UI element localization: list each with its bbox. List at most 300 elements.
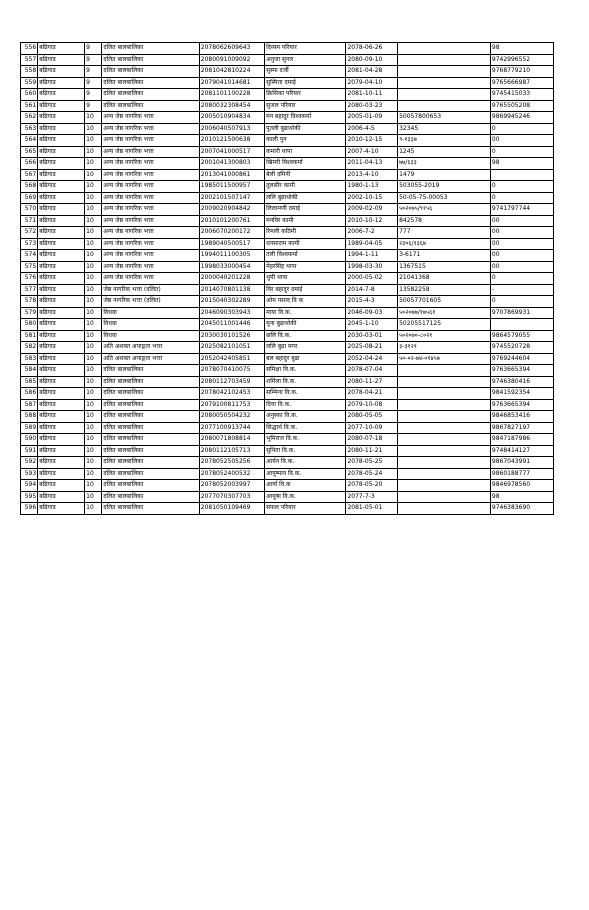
name-cell: क्रिसिका परियार — [265, 89, 346, 101]
ward-cell: 10 — [85, 445, 102, 457]
sn-cell: 564 — [21, 135, 38, 147]
allowance-type-cell: दलित बालबालिका — [102, 43, 199, 55]
document-number-cell — [398, 77, 491, 89]
document-number-cell: ९-१३३७ — [398, 135, 491, 147]
municipality-cell: बढिगाड — [38, 181, 85, 193]
table-row — [21, 319, 554, 331]
table-row — [21, 388, 554, 400]
date-cell: 2002-10-15 — [346, 192, 398, 204]
table-row — [21, 250, 554, 262]
municipality-cell: बढिगाड — [38, 250, 85, 262]
allowance-type-cell: अन्य जेष्ठ नागरिक भत्ता — [102, 227, 199, 239]
name-cell: विर बहादुर दमाई — [265, 284, 346, 296]
name-cell: ललि बुढा मगर — [265, 342, 346, 354]
table-row — [21, 365, 554, 377]
name-cell: छलि वि.क. — [265, 330, 346, 342]
date-cell: 2080-03-23 — [346, 100, 398, 112]
municipality-cell: बढिगाड — [38, 434, 85, 446]
allowance-type-cell: दलित बालबालिका — [102, 422, 199, 434]
table-row — [21, 445, 554, 457]
table-row — [21, 100, 554, 112]
municipality-cell: बढिगाड — [38, 353, 85, 365]
table-row — [21, 480, 554, 492]
ward-cell: 10 — [85, 238, 102, 250]
date-cell: 2078-05-24 — [346, 468, 398, 480]
sn-cell: 587 — [21, 399, 38, 411]
municipality-cell: बढिगाड — [38, 491, 85, 503]
document-number-cell: 503055-2019 — [398, 181, 491, 193]
ward-cell: 10 — [85, 468, 102, 480]
phone-cell: 9741797744 — [490, 204, 553, 216]
allowance-type-cell: अन्य जेष्ठ नागरिक भत्ता — [102, 261, 199, 273]
date-cell: 2080-05-05 — [346, 411, 398, 423]
sn-cell: 563 — [21, 123, 38, 135]
allowance-type-cell: दलित बालबालिका — [102, 503, 199, 515]
name-cell: समिक्षा वि.क. — [265, 365, 346, 377]
ward-cell: 10 — [85, 181, 102, 193]
municipality-cell: बढिगाड — [38, 376, 85, 388]
date-cell: 2080-11-21 — [346, 445, 398, 457]
date-cell: 2005-01-09 — [346, 112, 398, 124]
date-cell: 2011-04-13 — [346, 158, 398, 170]
date-cell: 2077-10-09 — [346, 422, 398, 434]
allowance-type-cell: दलित बालबालिका — [102, 457, 199, 469]
document-number-cell: 3-6171 — [398, 250, 491, 262]
date-cell: 2000-05-02 — [346, 273, 398, 285]
id-number-cell: 2006070200172 — [199, 227, 264, 239]
allowance-type-cell: दलित बालबालिका — [102, 411, 199, 423]
phone-cell: 9867827197 — [490, 422, 553, 434]
phone-cell: - — [490, 284, 553, 296]
phone-cell: 9864579055 — [490, 330, 553, 342]
ward-cell: 10 — [85, 296, 102, 308]
name-cell: सम्भिना वि.क. — [265, 388, 346, 400]
allowance-type-cell: दलित बालबालिका — [102, 399, 199, 411]
date-cell: 2006-4-5 — [346, 123, 398, 135]
municipality-cell: बढिगाड — [38, 146, 85, 158]
document-number-cell — [398, 89, 491, 101]
allowance-type-cell: दलित बालबालिका — [102, 77, 199, 89]
ward-cell: 10 — [85, 250, 102, 262]
table-row — [21, 238, 554, 250]
ward-cell: 10 — [85, 284, 102, 296]
id-number-cell: 2078052400532 — [199, 468, 264, 480]
document-number-cell: 13582258 — [398, 284, 491, 296]
date-cell: 2081-10-11 — [346, 89, 398, 101]
municipality-cell: बढिगाड — [38, 100, 85, 112]
sn-cell: 592 — [21, 457, 38, 469]
date-cell: 1980-1-13 — [346, 181, 398, 193]
date-cell: 2079-10-08 — [346, 399, 398, 411]
table-row — [21, 227, 554, 239]
phone-cell: 9742996552 — [490, 54, 553, 66]
table-row — [21, 146, 554, 158]
id-number-cell: 2077100913744 — [199, 422, 264, 434]
sn-cell: 556 — [21, 43, 38, 55]
table-row — [21, 434, 554, 446]
municipality-cell: बढिगाड — [38, 388, 85, 400]
ward-cell: 10 — [85, 319, 102, 331]
ward-cell: 10 — [85, 342, 102, 354]
phone-cell: 9748414127 — [490, 445, 553, 457]
name-cell: लिलामणी दमाई — [265, 204, 346, 216]
table-row — [21, 307, 554, 319]
document-number-cell — [398, 411, 491, 423]
municipality-cell: बढिगाड — [38, 445, 85, 457]
id-number-cell: 2081101100228 — [199, 89, 264, 101]
phone-cell: 9763665394 — [490, 365, 553, 377]
sn-cell: 590 — [21, 434, 38, 446]
allowance-type-cell: दलित बालबालिका — [102, 388, 199, 400]
id-number-cell: 2030030101526 — [199, 330, 264, 342]
municipality-cell: बढिगाड — [38, 296, 85, 308]
id-number-cell: 2081042810224 — [199, 66, 264, 78]
ward-cell: 10 — [85, 480, 102, 492]
ward-cell: 10 — [85, 491, 102, 503]
date-cell: 2046-09-03 — [346, 307, 398, 319]
id-number-cell: 2005010904834 — [199, 112, 264, 124]
phone-cell: 9745520728 — [490, 342, 553, 354]
name-cell: सुस्मिता दमाई — [265, 77, 346, 89]
ward-cell: 10 — [85, 135, 102, 147]
name-cell: आयुषा वि.क. — [265, 491, 346, 503]
document-number-cell: 777 — [398, 227, 491, 239]
id-number-cell: 2006040507913 — [199, 123, 264, 135]
ward-cell: 10 — [85, 215, 102, 227]
phone-cell: 9846853416 — [490, 411, 553, 423]
phone-cell: 0 — [490, 192, 553, 204]
allowance-type-cell: अन्य जेष्ठ नागरिक भत्ता — [102, 215, 199, 227]
date-cell: 2014-7-8 — [346, 284, 398, 296]
table-row — [21, 284, 554, 296]
id-number-cell: 2077070307703 — [199, 491, 264, 503]
table-row — [21, 273, 554, 285]
name-cell: अनुजा सुनार — [265, 54, 346, 66]
ward-cell: 10 — [85, 434, 102, 446]
sn-cell: 558 — [21, 66, 38, 78]
document-number-cell: 842578 — [398, 215, 491, 227]
municipality-cell: बढिगाड — [38, 54, 85, 66]
ward-cell: 10 — [85, 158, 102, 170]
table-row — [21, 376, 554, 388]
allowance-type-cell: दलित बालबालिका — [102, 100, 199, 112]
allowance-type-cell: अति अशक्त अपाङ्गता भत्ता — [102, 353, 199, 365]
phone-cell: 9707869931 — [490, 307, 553, 319]
sn-cell: 577 — [21, 284, 38, 296]
document-number-cell: ५०२०७५/९१५६ — [398, 204, 491, 216]
sn-cell: 595 — [21, 491, 38, 503]
document-number-cell: ५०२०७७/१७५६१ — [398, 307, 491, 319]
ward-cell: 10 — [85, 365, 102, 377]
document-number-cell — [398, 54, 491, 66]
id-number-cell: 2000040201228 — [199, 273, 264, 285]
date-cell: 2009-02-09 — [346, 204, 398, 216]
date-cell: 2007-4-10 — [346, 146, 398, 158]
id-number-cell: 2025082101051 — [199, 342, 264, 354]
phone-cell: 9860188777 — [490, 468, 553, 480]
phone-cell: 0 — [490, 123, 553, 135]
name-cell: ललि बुढाथोकी — [265, 192, 346, 204]
date-cell: 1994-1-11 — [346, 250, 398, 262]
ward-cell: 10 — [85, 399, 102, 411]
document-number-cell: 50205517125 — [398, 319, 491, 331]
id-number-cell: 2001041300803 — [199, 158, 264, 170]
name-cell: सिद्धार्थ वि.क. — [265, 422, 346, 434]
allowance-type-cell: दलित बालबालिका — [102, 434, 199, 446]
document-number-cell — [398, 491, 491, 503]
id-number-cell: 2081050109469 — [199, 503, 264, 515]
ward-cell: 9 — [85, 89, 102, 101]
table-row — [21, 169, 554, 181]
date-cell: 2078-07-04 — [346, 365, 398, 377]
id-number-cell: 2015040302289 — [199, 296, 264, 308]
sn-cell: 569 — [21, 192, 38, 204]
name-cell: मेहरसिंह थापा — [265, 261, 346, 273]
name-cell: पुतली बुढाथोकी — [265, 123, 346, 135]
id-number-cell: 2078052505256 — [199, 457, 264, 469]
date-cell: 2006-7-2 — [346, 227, 398, 239]
allowance-type-cell: अन्य जेष्ठ नागरिक भत्ता — [102, 112, 199, 124]
ward-cell: 10 — [85, 376, 102, 388]
phone-cell: 9846978560 — [490, 480, 553, 492]
phone-cell: 00 — [490, 215, 553, 227]
document-number-cell: ७७/६३३ — [398, 158, 491, 170]
name-cell: मुना बुढाथोकी — [265, 319, 346, 331]
id-number-cell: 2078070410075 — [199, 365, 264, 377]
sn-cell: 578 — [21, 296, 38, 308]
id-number-cell: 2080050504232 — [199, 411, 264, 423]
name-cell: मनविर कामी — [265, 215, 346, 227]
municipality-cell: बढिगाड — [38, 273, 85, 285]
name-cell: माया वि.क. — [265, 307, 346, 319]
id-number-cell: 2052042405851 — [199, 353, 264, 365]
phone-cell: 9763665394 — [490, 399, 553, 411]
date-cell: 2010-12-15 — [346, 135, 398, 147]
allowance-type-cell: दलित बालबालिका — [102, 365, 199, 377]
sn-cell: 573 — [21, 238, 38, 250]
date-cell: 2030-03-01 — [346, 330, 398, 342]
document-number-cell: 21041368 — [398, 273, 491, 285]
allowance-type-cell: अन्य जेष्ठ नागरिक भत्ता — [102, 169, 199, 181]
document-number-cell — [398, 434, 491, 446]
allowance-type-cell: दलित बालबालिका — [102, 54, 199, 66]
table-row — [21, 77, 554, 89]
ward-cell: 10 — [85, 353, 102, 365]
name-cell: मन बहादुर विश्वकर्मा — [265, 112, 346, 124]
date-cell: 2081-05-01 — [346, 503, 398, 515]
phone-cell: 00 — [490, 135, 553, 147]
name-cell: रिमली कठिमी — [265, 227, 346, 239]
municipality-cell: बढिगाड — [38, 192, 85, 204]
municipality-cell: बढिगाड — [38, 365, 85, 377]
allowance-type-cell: अन्य जेष्ठ नागरिक भत्ता — [102, 238, 199, 250]
ward-cell: 10 — [85, 261, 102, 273]
document-number-cell — [398, 43, 491, 55]
id-number-cell: 2009020904842 — [199, 204, 264, 216]
phone-cell: 0 — [490, 273, 553, 285]
phone-cell: 0 — [490, 181, 553, 193]
table-row — [21, 503, 554, 515]
municipality-cell: बढिगाड — [38, 468, 85, 480]
ward-cell: 10 — [85, 457, 102, 469]
date-cell: 1998-03-30 — [346, 261, 398, 273]
phone-cell: 9869945246 — [490, 112, 553, 124]
municipality-cell: बढिगाड — [38, 457, 85, 469]
table-row — [21, 158, 554, 170]
document-number-cell — [398, 376, 491, 388]
id-number-cell: 2010121500638 — [199, 135, 264, 147]
sn-cell: 584 — [21, 365, 38, 377]
allowance-type-cell: अन्य जेष्ठ नागरिक भत्ता — [102, 273, 199, 285]
table-row — [21, 181, 554, 193]
sn-cell: 570 — [21, 204, 38, 216]
date-cell: 2080-07-18 — [346, 434, 398, 446]
ward-cell: 10 — [85, 169, 102, 181]
allowance-type-cell: अन्य जेष्ठ नागरिक भत्ता — [102, 146, 199, 158]
document-number-cell: 1367515 — [398, 261, 491, 273]
municipality-cell: बढिगाड — [38, 66, 85, 78]
municipality-cell: बढिगाड — [38, 399, 85, 411]
id-number-cell: 2013041000861 — [199, 169, 264, 181]
municipality-cell: बढिगाड — [38, 77, 85, 89]
document-number-cell — [398, 399, 491, 411]
municipality-cell: बढिगाड — [38, 330, 85, 342]
ward-cell: 9 — [85, 100, 102, 112]
municipality-cell: बढिगाड — [38, 215, 85, 227]
date-cell: 2015-4-3 — [346, 296, 398, 308]
table-row — [21, 43, 554, 55]
sn-cell: 575 — [21, 261, 38, 273]
name-cell: आर्यन वि.क. — [265, 457, 346, 469]
sn-cell: 579 — [21, 307, 38, 319]
document-number-cell — [398, 66, 491, 78]
phone-cell — [490, 319, 553, 331]
table-row — [21, 330, 554, 342]
name-cell: दिव्यम परियार — [265, 43, 346, 55]
name-cell: भुमिराज वि.क. — [265, 434, 346, 446]
date-cell: 2077-7-3 — [346, 491, 398, 503]
date-cell: 2010-10-12 — [346, 215, 398, 227]
document-number-cell — [398, 480, 491, 492]
ward-cell: 10 — [85, 307, 102, 319]
sn-cell: 576 — [21, 273, 38, 285]
municipality-cell: बढिगाड — [38, 135, 85, 147]
municipality-cell: बढिगाड — [38, 284, 85, 296]
municipality-cell: बढिगाड — [38, 503, 85, 515]
municipality-cell: बढिगाड — [38, 342, 85, 354]
ward-cell: 10 — [85, 192, 102, 204]
name-cell: सफल परियार — [265, 503, 346, 515]
allowance-type-cell: अन्य जेष्ठ नागरिक भत्ता — [102, 123, 199, 135]
table-row — [21, 399, 554, 411]
id-number-cell: 2007041000517 — [199, 146, 264, 158]
table-row — [21, 457, 554, 469]
document-number-cell — [398, 503, 491, 515]
id-number-cell: 2014070801138 — [199, 284, 264, 296]
sn-cell: 593 — [21, 468, 38, 480]
municipality-cell: बढिगाड — [38, 123, 85, 135]
sn-cell: 596 — [21, 503, 38, 515]
name-cell: कमारी थापा — [265, 146, 346, 158]
name-cell: ओम पसाद वि क — [265, 296, 346, 308]
name-cell: शर्मिला वि.क. — [265, 376, 346, 388]
sn-cell: 557 — [21, 54, 38, 66]
municipality-cell: बढिगाड — [38, 422, 85, 434]
document-number-cell: ३-३१२१ — [398, 342, 491, 354]
municipality-cell: बढिगाड — [38, 480, 85, 492]
municipality-cell: बढिगाड — [38, 307, 85, 319]
table-row — [21, 342, 554, 354]
table-row — [21, 192, 554, 204]
name-cell: अनुस्का वि.क. — [265, 411, 346, 423]
phone-cell: 00 — [490, 250, 553, 262]
ward-cell: 10 — [85, 503, 102, 515]
id-number-cell: 2080112703459 — [199, 376, 264, 388]
document-number-cell — [398, 100, 491, 112]
sn-cell: 571 — [21, 215, 38, 227]
date-cell: 2013-4-10 — [346, 169, 398, 181]
table-row — [21, 491, 554, 503]
sn-cell: 581 — [21, 330, 38, 342]
name-cell: बेली दमिनी — [265, 169, 346, 181]
phone-cell: 9769244604 — [490, 353, 553, 365]
sn-cell: 568 — [21, 181, 38, 193]
municipality-cell: बढिगाड — [38, 43, 85, 55]
allowance-type-cell: जेष्ठ नागरिक भत्ता (दलित) — [102, 284, 199, 296]
allowance-type-cell: अन्य जेष्ठ नागरिक भत्ता — [102, 181, 199, 193]
document-number-cell: 1245 — [398, 146, 491, 158]
date-cell: 2081-04-28 — [346, 66, 398, 78]
id-number-cell: 2080071808814 — [199, 434, 264, 446]
allowance-type-cell: दलित बालबालिका — [102, 468, 199, 480]
name-cell: खिमरी विश्वकर्मा — [265, 158, 346, 170]
phone-cell: 9841592354 — [490, 388, 553, 400]
phone-cell: 9867043991 — [490, 457, 553, 469]
id-number-cell: 2002101507147 — [199, 192, 264, 204]
name-cell: तुलसीर कामी — [265, 181, 346, 193]
document-number-cell: 50057800653 — [398, 112, 491, 124]
date-cell: 2078-04-21 — [346, 388, 398, 400]
table-row — [21, 54, 554, 66]
table-body — [21, 43, 554, 515]
table-row — [21, 135, 554, 147]
id-number-cell: 1998033000454 — [199, 261, 264, 273]
id-number-cell: 2079041014681 — [199, 77, 264, 89]
date-cell: 2078-05-20 — [346, 480, 398, 492]
table-row — [21, 123, 554, 135]
document-number-cell: 50057701605 — [398, 296, 491, 308]
sn-cell: 594 — [21, 480, 38, 492]
id-number-cell: 2045011001446 — [199, 319, 264, 331]
date-cell: 2079-04-10 — [346, 77, 398, 89]
allowance-type-cell: दलित बालबालिका — [102, 376, 199, 388]
table-row — [21, 296, 554, 308]
table-row — [21, 112, 554, 124]
sn-cell: 586 — [21, 388, 38, 400]
name-cell: सुजल परियार — [265, 100, 346, 112]
date-cell: 2080-11-27 — [346, 376, 398, 388]
sn-cell: 585 — [21, 376, 38, 388]
name-cell: बल बहादुर बुढा — [265, 353, 346, 365]
municipality-cell: बढिगाड — [38, 89, 85, 101]
municipality-cell: बढिगाड — [38, 238, 85, 250]
sn-cell: 582 — [21, 342, 38, 354]
ward-cell: 9 — [85, 77, 102, 89]
phone-cell: 0 — [490, 296, 553, 308]
allowance-type-cell: जेष्ठ नागरिक भत्ता (दलित) — [102, 296, 199, 308]
name-cell: सुनिता वि.क. — [265, 445, 346, 457]
id-number-cell: 1985011500957 — [199, 181, 264, 193]
